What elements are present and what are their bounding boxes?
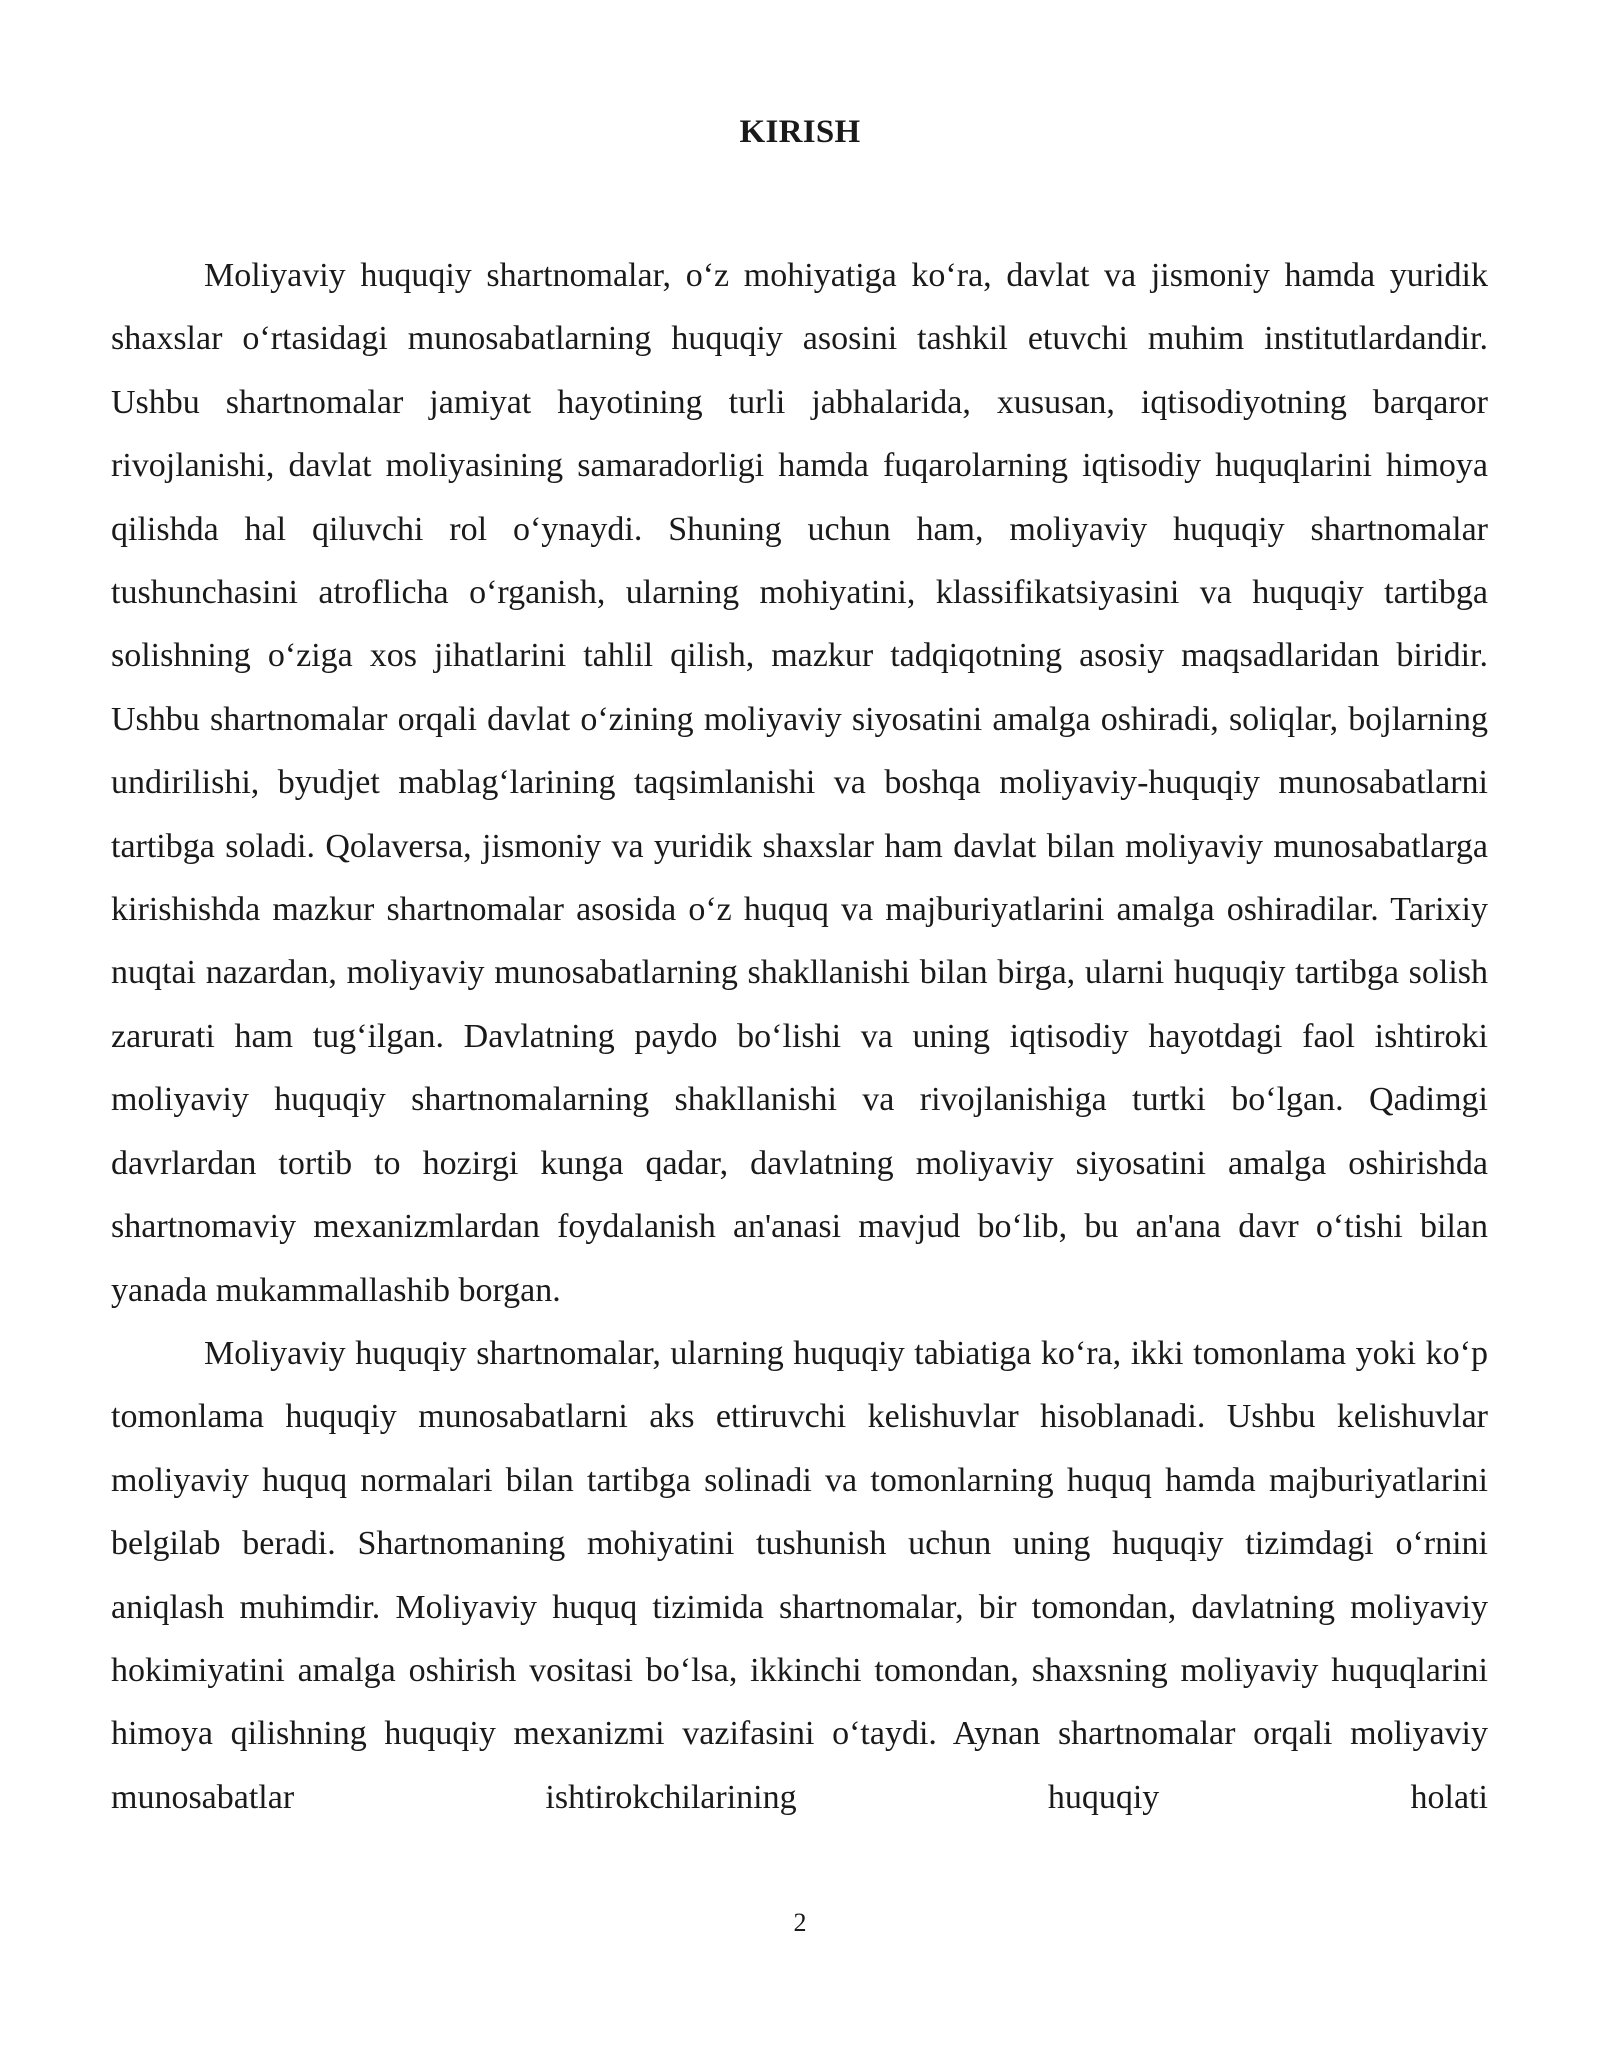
- paragraph-1: Moliyaviy huquqiy shartnomalar, o‘z mohiyatiga ko‘ra, davlat va jismoniy hamda yuridik shaxslar o‘rtasidagi munosabatlarning huquqiy asosini tashkil etuvchi muhim institutlardandir. Ushbu shartnomalar jamiyat hayotining turli jabhalarida, xususan, iqtisodiyotning barqaror rivojlanishi, davlat moliyasining samaradorligi hamda fuqarolarning iqtisodiy huquqlarini himoya qilishda hal qiluvchi rol o‘ynaydi. Shuning uchun ham, moliyaviy huquqiy shartnomalar tushunchasini atroflicha o‘rganish, ularning mohiyatini, klassifikatsiyasini va huquqiy tartibga solishning o‘ziga xos jihatlarini tahlil qilish, mazkur tadqiqotning asosiy maqsadlaridan biridir. Ushbu shartnomalar orqali davlat o‘zining moliyaviy siyosatini amalga oshiradi, soliqlar, bojlarning undirilishi, byudjet mablag‘larining taqsimlanishi va boshqa moliyaviy-huquqiy munosabatlarni tartibga soladi. Qolaversa, jismoniy va yuridik shaxslar ham davlat bilan moliyaviy munosabatlarga kirishishda mazkur shartnomalar asosida o‘z huquq va majburiyatlarini amalga oshiradilar. Tarixiy nuqtai nazardan, moliyaviy munosabatlarning shakllanishi bilan birga, ularni huquqiy tartibga solish zarurati ham tug‘ilgan. Davlatning paydo bo‘lishi va uning iqtisodiy hayotdagi faol ishtiroki moliyaviy huquqiy shartnomalarning shakllanishi va rivojlanishiga turtki bo‘lgan. Qadimgi davrlardan tortib to hozirgi kunga qadar, davlatning moliyaviy siyosatini amalga oshirishda shartnomaviy mexanizmlardan foydalanish an'anasi mavjud bo‘lib, bu an'ana davr o‘tishi bilan yanada mukammallashib borgan.: [111, 257, 1488, 1309]
- page-number: 2: [793, 1908, 807, 1937]
- page-title: KIRISH: [739, 114, 861, 150]
- body-text: [111, 244, 1488, 1829]
- paragraph-2: Moliyaviy huquqiy shartnomalar, ularning huquqiy tabiatiga ko‘ra, ikki tomonlama yoki ko‘p tomonlama huquqiy munosabatlarni aks ettiruvchi kelishuvlar hisoblanadi. Ushbu kelishuvlar moliyaviy huquq normalari bilan tartibga solinadi va tomonlarning huquq hamda majburiyatlarini belgilab beradi. Shartnomaning mohiyatini tushunish uchun uning huquqiy tizimdagi o‘rnini aniqlash muhimdir. Moliyaviy huquq tizimida shartnomalar, bir tomondan, davlatning moliyaviy hokimiyatini amalga oshirish vositasi bo‘lsa, ikkinchi tomondan, shaxsning moliyaviy huquqlarini himoya qilishning huquqiy mexanizmi vazifasini o‘taydi. Aynan shartnomalar orqali moliyaviy munosabatlar ishtirokchilarining huquqiy holati: [111, 1334, 1488, 1816]
